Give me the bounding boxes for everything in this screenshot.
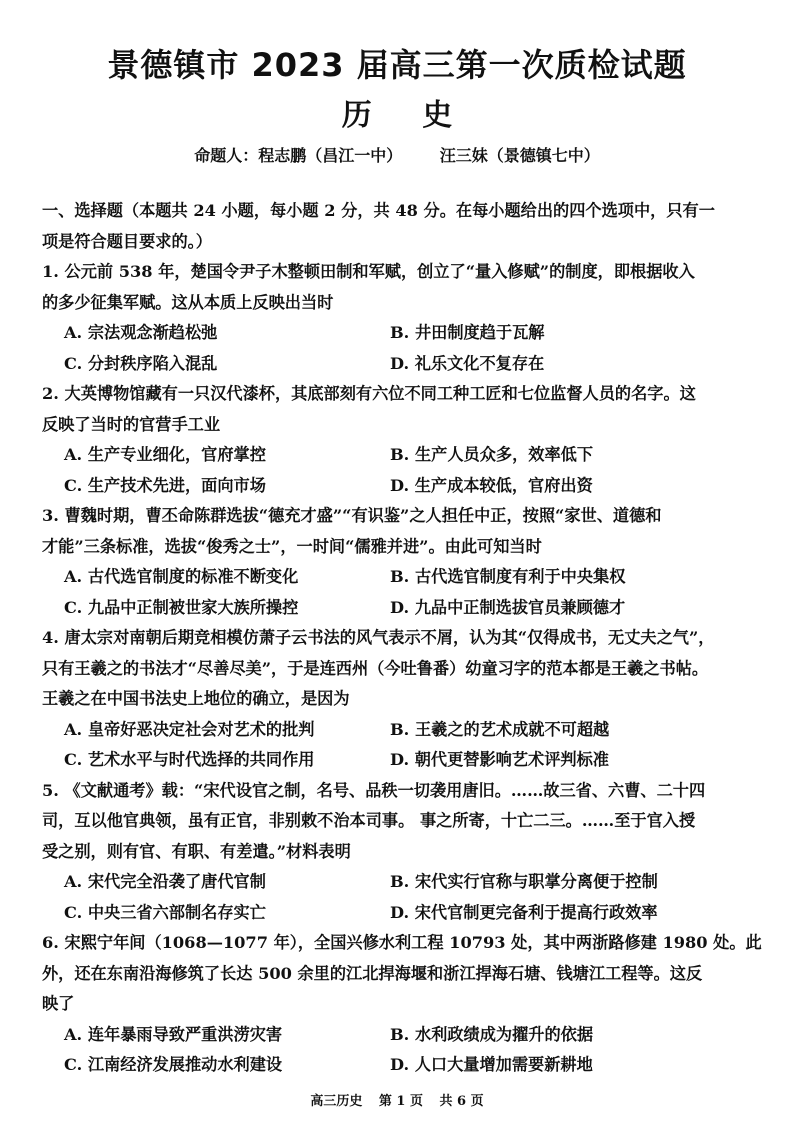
- option-row: [42, 471, 766, 502]
- option-c: C. 生产技术先进，面向市场: [64, 475, 266, 495]
- subject-title: 历 史: [341, 98, 473, 133]
- question-stem-line: 外，还在东南沿海修筑了长达 500 余里的江北捍海堰和浙江捍海石塘、钱塘江工程等。这反: [42, 963, 703, 983]
- option-d: D. 人口大量增加需要新耕地: [390, 1055, 593, 1074]
- question-stem-line: 4. 唐太宗对南朝后期竞相模仿萧子云书法的风气表示不屑，认为其“仅得成书，无丈夫之气”，: [42, 628, 715, 647]
- option-a: A. 生产专业细化，官府掌控: [64, 445, 266, 464]
- option-b: B. 生产人员众多，效率低下: [390, 445, 594, 464]
- question-stem-line: 受之别，则有官、有职、有差遣。”材料表明: [42, 841, 351, 861]
- option-row: [42, 562, 766, 593]
- option-d: D. 宋代官制更完备利于提高行政效率: [390, 902, 658, 922]
- question-5: [42, 776, 766, 929]
- section-heading-line-2: 项是符合题目要求的。）: [42, 231, 212, 251]
- question-stem-line: 3. 曹魏时期，曹丕命陈群选拔“德充才盛”“有识鉴”之人担任中正，按照“家世、道德和: [42, 506, 662, 525]
- authors-line: [0, 143, 794, 166]
- option-row: [42, 1020, 766, 1051]
- question-6: [42, 928, 766, 1081]
- option-row: [42, 898, 766, 929]
- question-stem-line: 王羲之在中国书法史上地位的确立，是因为: [42, 689, 350, 708]
- option-row: [42, 593, 766, 624]
- option-a: A. 宗法观念渐趋松弛: [64, 323, 218, 342]
- question-2: [42, 379, 766, 501]
- question-stem-line: 6. 宋熙宁年间（1068—1077 年），全国兴修水利工程 10793 处，其中两浙路修建 1980 处。此: [42, 933, 762, 952]
- exam-content: [42, 196, 766, 1081]
- option-c: C. 中央三省六部制名存实亡: [64, 902, 266, 922]
- option-b: B. 王羲之的艺术成就不可超越: [390, 719, 610, 739]
- question-stem-line: 只有王羲之的书法才“尽善尽美”，于是连西州（今吐鲁番）幼童习字的范本都是王羲之书帖。: [42, 658, 709, 678]
- option-b: B. 井田制度趋于瓦解: [390, 323, 545, 342]
- option-a: A. 古代选官制度的标准不断变化: [64, 567, 299, 586]
- option-c: C. 分封秩序陷入混乱: [64, 353, 218, 373]
- option-row: [42, 318, 766, 349]
- question-3: [42, 501, 766, 623]
- question-stem-line: 5. 《文献通考》载：“宋代设官之制，名号、品秩一切袭用唐旧。……故三省、六曹、二十四: [42, 780, 706, 800]
- option-row: [42, 1050, 766, 1081]
- option-d: D. 九品中正制选拔官员兼顾德才: [390, 597, 626, 617]
- exam-title: 景德镇市 2023 届高三第一次质检试题: [107, 46, 687, 84]
- question-stem-line: 司，互以他官典领，虽有正官，非别敕不治本司事。 事之所寄，十亡二三。……至于官入授: [42, 811, 696, 830]
- author-2: 汪三妹（景德镇七中）: [439, 146, 600, 165]
- option-row: [42, 440, 766, 471]
- option-c: C. 九品中正制被世家大族所操控: [64, 597, 299, 617]
- option-row: [42, 867, 766, 898]
- footer-total-pages: 共 6 页: [439, 1094, 484, 1109]
- option-c: C. 江南经济发展推动水利建设: [64, 1055, 283, 1074]
- question-stem-line: 2. 大英博物馆藏有一只汉代漆杯，其底部刻有六位不同工种工匠和七位监督人员的名字。这: [42, 384, 696, 403]
- option-row: [42, 745, 766, 776]
- option-d: D. 生产成本较低，官府出资: [390, 475, 593, 495]
- option-row: [42, 715, 766, 746]
- footer-subject: 高三历史: [310, 1094, 363, 1109]
- option-a: A. 连年暴雨导致严重洪涝灾害: [64, 1024, 283, 1044]
- footer-page-number: 第 1 页: [378, 1094, 423, 1109]
- question-stem-line: 1. 公元前 538 年，楚国令尹子木整顿田制和军赋，创立了“量入修赋”的制度，即根据收入: [42, 262, 695, 281]
- question-stem-line: 反映了当时的官营手工业: [42, 414, 221, 434]
- option-b: B. 宋代实行官称与职掌分离便于控制: [390, 872, 658, 891]
- option-d: D. 礼乐文化不复存在: [390, 353, 545, 373]
- question-stem-line: 的多少征集军赋。这从本质上反映出当时: [42, 292, 334, 312]
- question-stem-line: 才能”三条标准，选拔“俊秀之士”，一时间“儒雅并进”。由此可知当时: [42, 536, 542, 556]
- author-1: 命题人：程志鹏（昌江一中）: [194, 146, 403, 165]
- option-b: B. 古代选官制度有利于中央集权: [390, 567, 626, 586]
- option-a: A. 皇帝好恶决定社会对艺术的批判: [64, 719, 315, 739]
- option-c: C. 艺术水平与时代选择的共同作用: [64, 750, 315, 769]
- option-a: A. 宋代完全沿袭了唐代官制: [64, 872, 266, 891]
- question-4: [42, 623, 766, 776]
- option-row: [42, 349, 766, 380]
- page-footer: [0, 1090, 794, 1109]
- option-d: D. 朝代更替影响艺术评判标准: [390, 750, 609, 769]
- section-heading-line-1: 一、选择题（本题共 24 小题，每小题 2 分，共 48 分。在每小题给出的四个选项中，只有一: [42, 201, 715, 220]
- question-stem-line: 映了: [42, 994, 75, 1013]
- question-1: [42, 257, 766, 379]
- option-b: B. 水利政绩成为擢升的依据: [390, 1024, 594, 1044]
